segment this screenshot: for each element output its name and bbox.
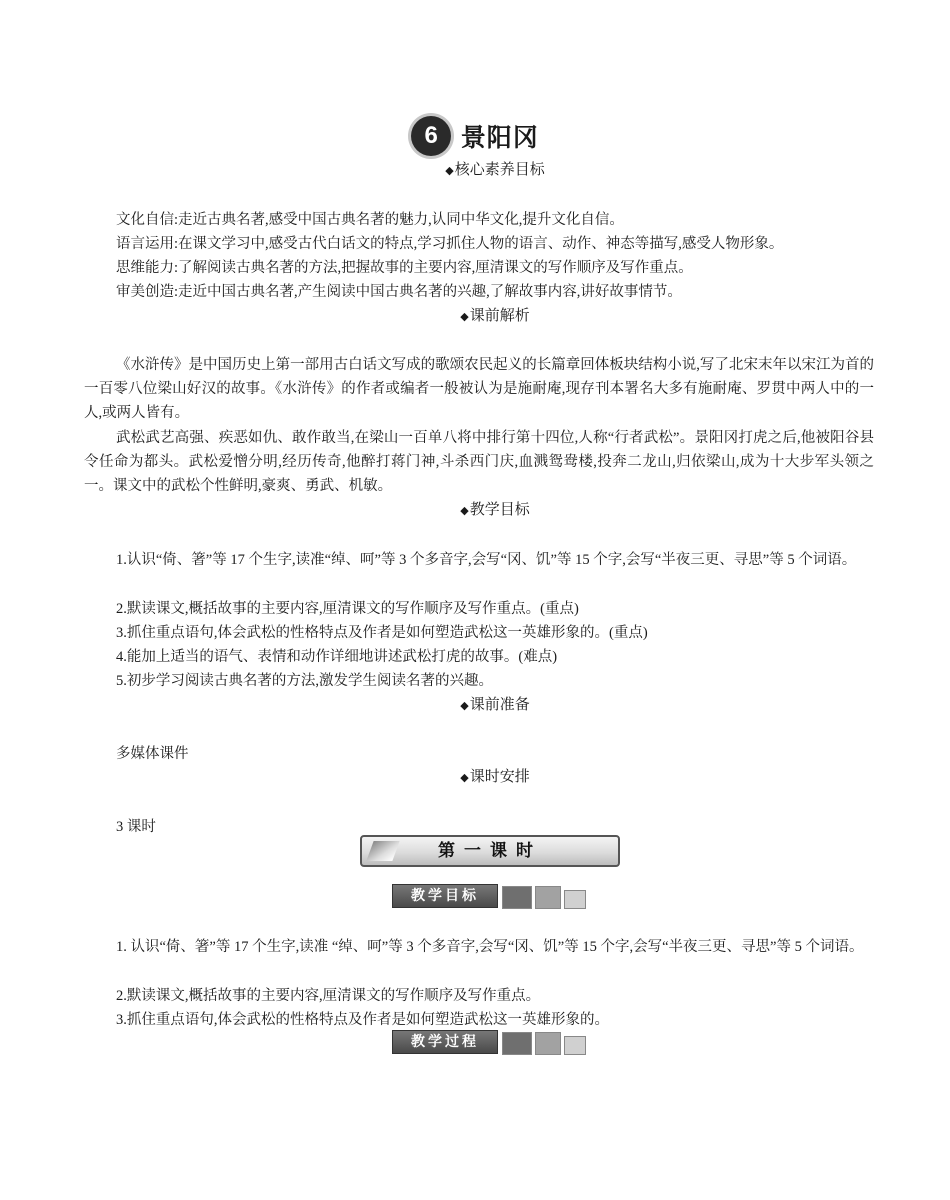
teaching-process-label: 教学过程	[392, 1030, 498, 1054]
tag-square	[502, 886, 532, 909]
first-period-banner	[360, 835, 620, 867]
goal-item: 2.默读课文,概括故事的主要内容,厘清课文的写作顺序及写作重点。(重点)	[116, 601, 579, 617]
first-period-goal: 2.默读课文,概括故事的主要内容,厘清课文的写作顺序及写作重点。	[116, 988, 541, 1004]
core-item: 语言运用:在课文学习中,感受古代白话文的特点,学习抓住人物的语言、动作、神态等描写,感受人物形象。	[116, 236, 784, 252]
core-item: 文化自信:走近古典名著,感受中国古典名著的魅力,认同中华文化,提升文化自信。	[116, 212, 624, 228]
prep-text: 多媒体课件	[116, 746, 189, 762]
teaching-goals-label: 教学目标	[392, 884, 498, 908]
lesson-title	[0, 116, 950, 156]
schedule-text: 3 课时	[116, 819, 156, 835]
goal-item: 5.初步学习阅读古典名著的方法,激发学生阅读名著的兴趣。	[116, 673, 493, 689]
lesson-name: 景阳冈	[460, 123, 539, 152]
analysis-heading: ◆课前解析	[460, 308, 530, 324]
first-period-goal: 1. 认识“倚、箸”等 17 个生字,读准 “绰、呵”等 3 个多音字,会写“冈、饥”等 15 个字,会写“半夜三更、寻思”等 5 个词语。	[116, 939, 864, 955]
analysis-paragraph: 武松武艺高强、疾恶如仇、敢作敢当,在梁山一百单八将中排行第十四位,人称“行者武松”。景阳冈打虎之后,他被阳谷县令任命为都头。武松爱憎分明,经历传奇,他醉打蒋门神,斗杀西门庆,血溅鸳鸯楼,投奔二龙山,归依梁山,成为十大步军头领之一。课文中的武松个性鲜明,豪爽、勇武、机敏。	[84, 430, 874, 494]
core-item: 审美创造:走近中国古典名著,产生阅读中国古典名著的兴趣,了解故事内容,讲好故事情节。	[116, 284, 682, 300]
diamond-icon: ◆	[445, 165, 454, 177]
prep-heading: ◆课前准备	[460, 697, 530, 713]
tag-square	[564, 890, 586, 909]
analysis-paragraph: 《水浒传》是中国历史上第一部用古白话文写成的歌颂农民起义的长篇章回体板块结构小说,写了北宋末年以宋江为首的一百零八位梁山好汉的故事。《水浒传》的作者或编者一般被认为是施耐庵,现存刊本署名大多有施耐庵、罗贯中两人中的一人,或两人皆有。	[84, 357, 874, 421]
goal-item: 3.抓住重点语句,体会武松的性格特点及作者是如何塑造武松这一英雄形象的。(重点)	[116, 625, 648, 641]
diamond-icon: ◆	[460, 505, 469, 517]
tag-square	[535, 886, 561, 909]
tag-square	[564, 1036, 586, 1055]
tag-square	[502, 1032, 532, 1055]
first-period-goal: 3.抓住重点语句,体会武松的性格特点及作者是如何塑造武松这一英雄形象的。	[116, 1012, 609, 1028]
goals-heading: ◆教学目标	[460, 502, 530, 518]
diamond-icon: ◆	[460, 311, 469, 323]
diamond-icon: ◆	[460, 772, 469, 784]
core-item: 思维能力:了解阅读古典名著的方法,把握故事的主要内容,厘清课文的写作顺序及写作重点。	[116, 260, 693, 276]
tag-square	[535, 1032, 561, 1055]
lesson-number-badge: 6	[411, 116, 451, 156]
first-period-title: 第一课时	[438, 841, 542, 861]
schedule-heading: ◆课时安排	[460, 769, 530, 785]
goal-item: 4.能加上适当的语气、表情和动作详细地讲述武松打虎的故事。(难点)	[116, 649, 558, 665]
diamond-icon: ◆	[460, 700, 469, 712]
goal-item: 1.认识“倚、箸”等 17 个生字,读准“绰、呵”等 3 个多音字,会写“冈、饥”等 15 个字,会写“半夜三更、寻思”等 5 个词语。	[116, 552, 857, 568]
core-heading: ◆核心素养目标	[445, 162, 545, 178]
